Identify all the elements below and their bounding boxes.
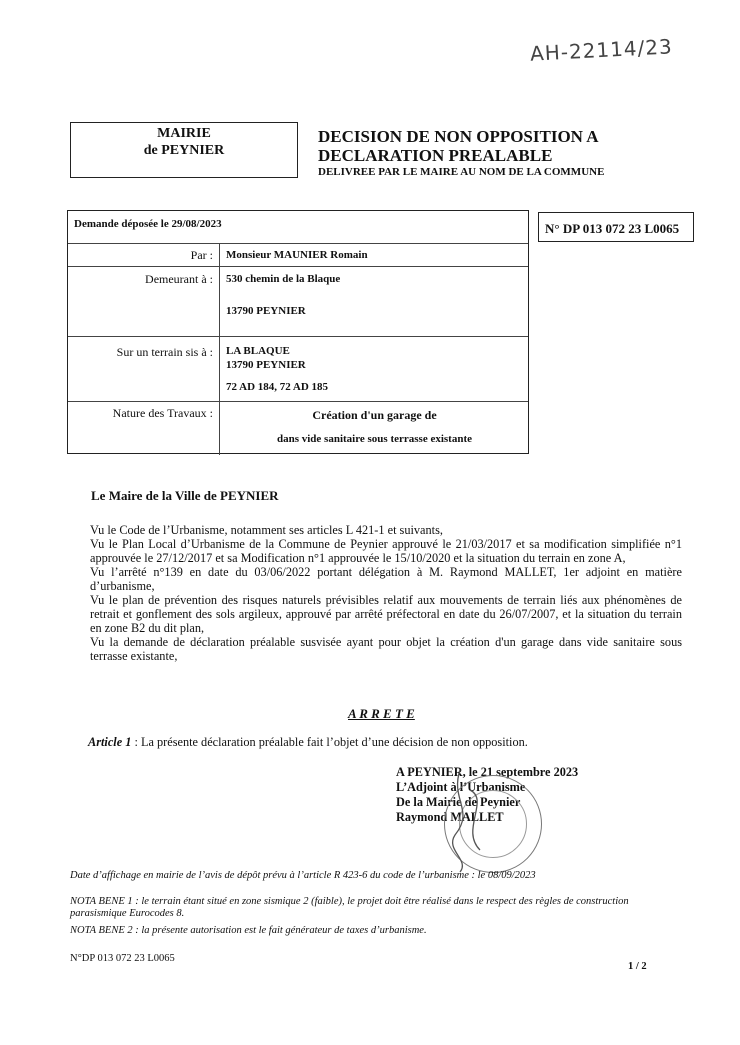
affichage-note: Date d’affichage en mairie de l’avis de dépôt prévu à l’article R 423-6 du code de l’urbanisme : le 08/09/2023 [70, 870, 536, 881]
par-label: Par : [190, 248, 213, 262]
row-divider [68, 243, 528, 244]
nature-label: Nature des Travaux : [112, 406, 213, 420]
document-subtitle: DELIVREE PAR LE MAIRE AU NOM DE LA COMMUNE [318, 166, 605, 178]
terrain-city: 13790 PEYNIER [226, 359, 306, 371]
demeurant-label: Demeurant à : [145, 272, 213, 286]
visa-ppr: Vu le plan de prévention des risques naturels prévisibles relatif aux mouvements de terrain liés aux phénomènes de retrait et gonflement des sols argileux, approuvé par arrêté préfectoral en date du 26/07/2007, et la situation du terrain en zone B2 du dit plan, [90, 593, 682, 635]
nota-bene-1: NOTA BENE 1 : le terrain étant situé en zone sismique 2 (faible), le projet doit être réalisé dans le respect des règles de construction parasismique Eurocodes 8. [70, 896, 629, 919]
visa-plu: Vu le Plan Local d’Urbanisme de la Commune de Peynier approuvé le 21/03/2017 et sa modification simplifiée n°1 approuvée le 27/12/2017 et sa Modification n°1 approuvée le 15/10/2020 et la situation du terrain en zone A, [90, 537, 682, 565]
page-number: 1 / 2 [628, 961, 647, 972]
visa-arrete: Vu l’arrêté n°139 en date du 03/06/2022 portant délégation à M. Raymond MALLET, 1er adjoint en matière d’urbanisme, [90, 565, 682, 593]
signature-institution: De la Mairie de Peynier [396, 795, 521, 809]
nota-bene-2: NOTA BENE 2 : la présente autorisation est le fait générateur de taxes d’urbanisme. [70, 925, 427, 936]
demeurant-address: 530 chemin de la Blaque [226, 273, 341, 285]
terrain-parcels: 72 AD 184, 72 AD 185 [226, 381, 329, 393]
mayor-heading: Le Maire de la Ville de PEYNIER [91, 488, 279, 503]
document-title-line1: DECISION DE NON OPPOSITION A [318, 127, 599, 146]
par-value: Monsieur MAUNIER Romain [226, 249, 368, 261]
signature-title: L’Adjoint à l’Urbanisme [396, 780, 526, 794]
visa-code-urbanisme: Vu le Code de l’Urbanisme, notamment ses articles L 421-1 et suivants, [90, 523, 443, 537]
request-form-table [67, 210, 529, 454]
row-divider [68, 266, 528, 267]
mairie-box [70, 122, 298, 178]
article-1-text: : La présente déclaration préalable fait l’objet d’une décision de non opposition. [131, 735, 528, 749]
footer-reference: N°DP 013 072 23 L0065 [70, 953, 175, 964]
handwritten-reference: AH-22114/23 [529, 34, 674, 66]
article-1-label: Article 1 [88, 735, 132, 749]
mairie-label: MAIRIE [157, 126, 211, 141]
handwritten-signature [430, 760, 510, 880]
dossier-number: N° DP 013 072 23 L0065 [545, 221, 680, 236]
terrain-lieu: LA BLAQUE [226, 345, 290, 357]
signature-place-date: A PEYNIER, le 21 septembre 2023 [396, 765, 579, 779]
row-divider [68, 336, 528, 337]
column-divider [219, 243, 220, 455]
demande-date: Demande déposée le 29/08/2023 [74, 218, 222, 230]
nature-line1: Création d'un garage de [312, 408, 437, 422]
visa-demande: Vu la demande de déclaration préalable susvisée ayant pour objet la création d'un garage dans vide sanitaire sous terrasse existante, [90, 635, 682, 663]
demeurant-city: 13790 PEYNIER [226, 305, 306, 317]
article-1 [88, 735, 528, 750]
document-title-line2: DECLARATION PREALABLE [318, 146, 553, 165]
nature-line2: dans vide sanitaire sous terrasse existante [276, 433, 473, 445]
arrete-heading: A R R E T E [348, 706, 415, 721]
row-divider [68, 401, 528, 402]
dossier-number-box [538, 212, 694, 242]
visa-list [90, 523, 682, 663]
mairie-commune: de PEYNIER [143, 143, 225, 158]
signature-name: Raymond MALLET [396, 810, 504, 824]
terrain-label: Sur un terrain sis à : [116, 345, 213, 359]
